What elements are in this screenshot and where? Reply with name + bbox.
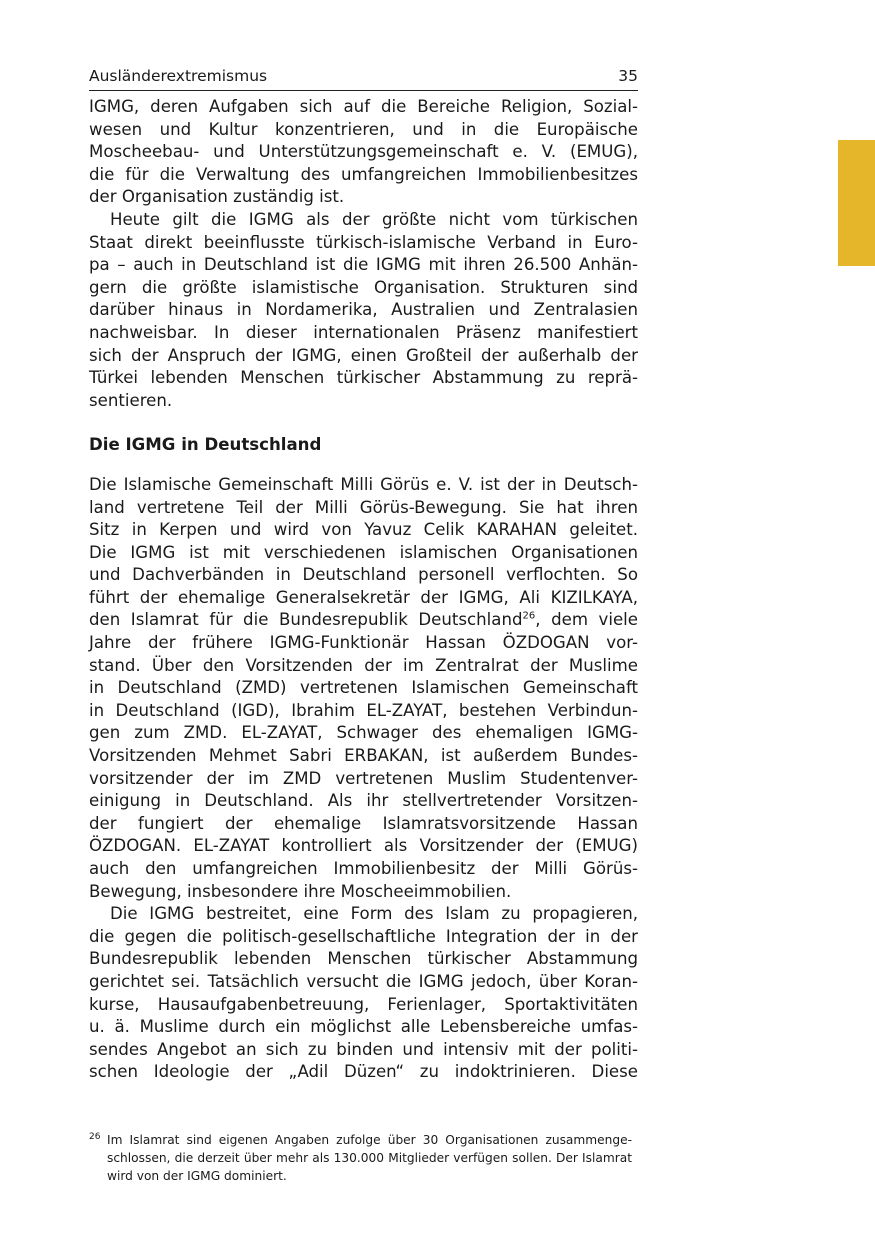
text-line: pa – auch in Deutschland ist die IGMG mit ihren 26.500 Anhän- bbox=[89, 255, 638, 275]
text-line: sendes Angebot an sich zu binden und intensiv mit der politi- bbox=[89, 1039, 638, 1059]
text-line: und Dachverbänden in Deutschland personell verflochten. So bbox=[89, 565, 638, 585]
text-fragment: , dem viele bbox=[535, 610, 638, 630]
text-line: Staat direkt beeinflusste türkisch-islamische Verband in Euro- bbox=[89, 232, 638, 252]
footnote-number: 26 bbox=[89, 1132, 101, 1142]
header-title: Ausländerextremismus bbox=[89, 67, 268, 85]
text-line: kurse, Hausaufgabenbetreuung, Ferienlager, Sportaktivitäten bbox=[89, 994, 638, 1014]
footnote bbox=[89, 1132, 632, 1185]
text-line: Jahre der frühere IGMG-Funktionär Hassan ÖZDOGAN vor- bbox=[89, 633, 638, 653]
text-line: sentieren. bbox=[89, 390, 173, 410]
text-line: stand. Über den Vorsitzenden der im Zentralrat der Muslime bbox=[89, 655, 638, 675]
footnote-text: Im Islamrat sind eigenen Angaben zufolge über 30 Organisationen zusammenge- bbox=[107, 1133, 632, 1147]
text-line-with-reference bbox=[89, 609, 638, 632]
chapter-tab-marker bbox=[838, 140, 875, 266]
text-line: Bundesrepublik lebenden Menschen türkischer Abstammung bbox=[89, 949, 638, 969]
text-line: land vertretene Teil der Milli Görüs-Bewegung. Sie hat ihren bbox=[89, 497, 638, 517]
text-line: die gegen die politisch-gesellschaftliche Integration der in der bbox=[89, 926, 638, 946]
text-line: der Organisation zuständig ist. bbox=[89, 187, 345, 207]
text-line: nachweisbar. In dieser internationalen Präsenz manifestiert bbox=[89, 322, 638, 342]
text-line: wesen und Kultur konzentrieren, und in die Europäische bbox=[89, 119, 638, 139]
text-line: Bewegung, insbesondere ihre Moscheeimmobilien. bbox=[89, 881, 512, 901]
text-line: vorsitzender der im ZMD vertretenen Muslim Studentenver- bbox=[89, 768, 638, 788]
section-heading: Die IGMG in Deutschland bbox=[89, 435, 322, 455]
text-line: führt der ehemalige Generalsekretär der IGMG, Ali KIZILKAYA, bbox=[89, 587, 638, 607]
text-line: Die Islamische Gemeinschaft Milli Görüs e. V. ist der in Deutsch- bbox=[89, 474, 638, 494]
text-fragment: den Islamrat für die Bundesrepublik Deutschland bbox=[89, 610, 523, 630]
page-number: 35 bbox=[618, 67, 638, 85]
text-line: die für die Verwaltung des umfangreichen Immobilienbesitzes bbox=[89, 164, 638, 184]
text-line: Moscheebau- und Unterstützungsgemeinschaft e. V. (EMUG), bbox=[89, 142, 638, 162]
text-line: Sitz in Kerpen und wird von Yavuz Celik KARAHAN geleitet. bbox=[89, 520, 638, 540]
text-line: Vorsitzenden Mehmet Sabri ERBAKAN, ist außerdem Bundes- bbox=[89, 746, 638, 766]
footnote-line bbox=[89, 1132, 632, 1150]
main-text bbox=[89, 96, 638, 1084]
text-line: ÖZDOGAN. EL-ZAYAT kontrolliert als Vorsitzender der (EMUG) bbox=[89, 836, 638, 856]
text-line: Die IGMG bestreitet, eine Form des Islam zu propagieren, bbox=[110, 904, 638, 924]
text-line: gern die größte islamistische Organisation. Strukturen sind bbox=[89, 277, 638, 297]
text-line: einigung in Deutschland. Als ihr stellvertretender Vorsitzen- bbox=[89, 791, 638, 811]
text-line: u. ä. Muslime durch ein möglichst alle Lebensbereiche umfas- bbox=[89, 1017, 638, 1037]
footnote-line: schlossen, die derzeit über mehr als 130.000 Mitglieder verfügen sollen. Der Islamrat bbox=[107, 1150, 632, 1165]
paragraph-4 bbox=[89, 903, 638, 1084]
running-header bbox=[89, 64, 638, 91]
footnote-line: wird von der IGMG dominiert. bbox=[107, 1168, 287, 1183]
text-line: in Deutschland (ZMD) vertretenen Islamischen Gemeinschaft bbox=[89, 678, 638, 698]
text-line: IGMG, deren Aufgaben sich auf die Bereiche Religion, Sozial- bbox=[89, 97, 638, 116]
text-line: Die IGMG ist mit verschiedenen islamischen Organisationen bbox=[89, 542, 638, 562]
text-line: gerichtet sei. Tatsächlich versucht die IGMG jedoch, über Koran- bbox=[89, 971, 638, 991]
text-line: sich der Anspruch der IGMG, einen Großteil der außerhalb der bbox=[89, 345, 638, 365]
footnote-reference[interactable]: 26 bbox=[522, 610, 536, 622]
text-line: darüber hinaus in Nordamerika, Australien und Zentralasien bbox=[89, 300, 638, 320]
text-line: in Deutschland (IGD), Ibrahim EL-ZAYAT, bestehen Verbindun- bbox=[89, 700, 638, 720]
text-line: der fungiert der ehemalige Islamratsvorsitzende Hassan bbox=[89, 813, 638, 833]
text-line: schen Ideologie der „Adil Düzen“ zu indoktrinieren. Diese bbox=[89, 1062, 638, 1082]
text-line: gen zum ZMD. EL-ZAYAT, Schwager des ehemaligen IGMG- bbox=[89, 723, 638, 743]
text-line: auch den umfangreichen Immobilienbesitz der Milli Görüs- bbox=[89, 859, 638, 878]
text-line: Türkei lebenden Menschen türkischer Abstammung zu reprä- bbox=[89, 368, 638, 388]
paragraph-2 bbox=[89, 209, 638, 412]
paragraph-1 bbox=[89, 96, 638, 209]
paragraph-3 bbox=[89, 474, 638, 903]
text-line: Heute gilt die IGMG als der größte nicht vom türkischen bbox=[110, 209, 638, 229]
